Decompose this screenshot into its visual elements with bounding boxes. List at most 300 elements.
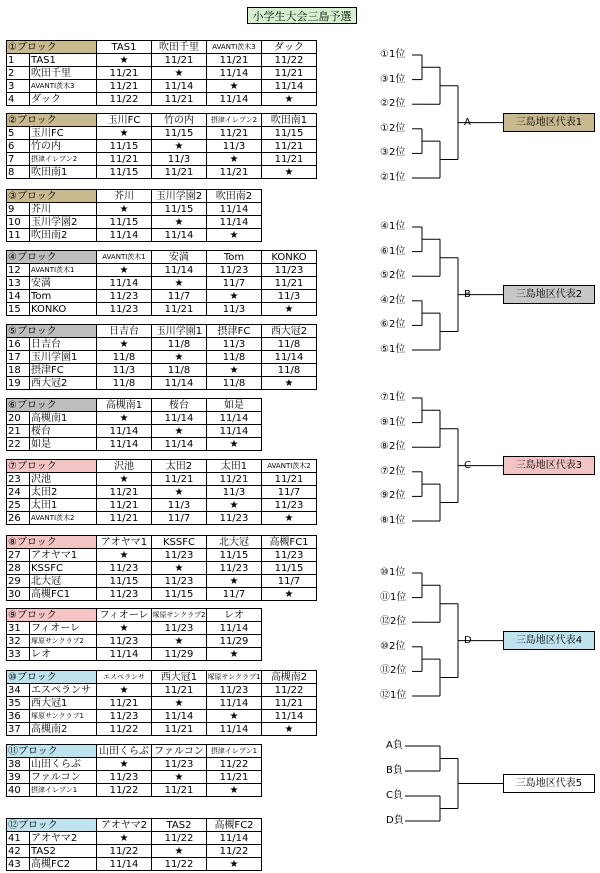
team-number: 40 [7,784,30,797]
seed-label: A負 [386,740,403,751]
column-header: 玉川FC [97,114,152,127]
star-mark: ★ [262,588,317,601]
match-date: 11/14 [207,622,262,635]
team-name: KONKO [30,303,97,316]
team-name: 高槻FC1 [30,588,97,601]
team-number: 43 [7,858,30,871]
star-mark: ★ [97,264,152,277]
match-date: 11/23 [207,684,262,697]
star-mark: ★ [152,697,207,710]
team-name: 山田くらぶ [30,758,97,771]
seed-label: ⑧2位 [380,441,406,453]
star-mark: ★ [207,858,262,871]
column-header: KONKO [262,251,317,264]
column-header: レオ [207,609,262,622]
team-name: 玉川学園2 [30,216,97,229]
column-header: KSSFC [152,536,207,549]
team-number: 10 [7,216,30,229]
match-date: 11/22 [152,858,207,871]
match-date: 11/14 [207,93,262,106]
seed-label: ⑪2位 [380,665,407,677]
team-name: TAS2 [30,845,97,858]
team-number: 25 [7,499,30,512]
match-date: 11/21 [97,499,152,512]
star-mark: ★ [207,648,262,661]
match-date: 11/23 [97,588,152,601]
star-mark: ★ [97,338,152,351]
column-header: 日吉台 [97,325,152,338]
match-date: 11/29 [152,648,207,661]
match-date: 11/23 [97,562,152,575]
match-date: 11/7 [152,512,207,525]
team-name: 玉川学園1 [30,351,97,364]
block-label: ⑫ブロック [7,819,97,832]
match-date: 11/21 [207,127,262,140]
match-date: 11/23 [207,562,262,575]
team-name: 玉川FC [30,127,97,140]
team-number: 32 [7,635,30,648]
team-number: 35 [7,697,30,710]
column-header: 太田2 [152,460,207,473]
column-header: 西大冠2 [262,325,317,338]
bracket-letter: B [464,288,471,300]
column-header: アオヤマ1 [97,536,152,549]
team-name: 西大冠1 [30,697,97,710]
star-mark: ★ [207,229,262,242]
match-date: 11/22 [97,845,152,858]
team-number: 18 [7,364,30,377]
team-name: アオヤマ1 [30,549,97,562]
match-date: 11/21 [97,486,152,499]
seed-label: ⑤1位 [380,344,406,355]
match-date: 11/23 [207,512,262,525]
star-mark: ★ [207,364,262,377]
match-date: 11/21 [207,473,262,486]
team-name: エスペランサ [30,684,97,697]
star-mark: ★ [207,80,262,93]
seed-label: ⑪1位 [380,591,407,603]
seed-label: ⑫2位 [380,616,407,628]
seed-label: ⑦2位 [380,465,406,477]
match-date: 11/14 [207,203,262,216]
match-date: 11/15 [97,140,152,153]
team-number: 2 [7,67,30,80]
column-header: 芥川 [97,190,152,203]
match-date: 11/8 [152,364,207,377]
star-mark: ★ [152,67,207,80]
star-mark: ★ [207,290,262,303]
team-number: 36 [7,710,30,723]
column-header: 高槻FC1 [262,536,317,549]
star-mark: ★ [262,166,317,179]
match-date: 11/15 [262,562,317,575]
match-date: 11/14 [262,351,317,364]
match-date: 11/3 [152,153,207,166]
match-date: 11/21 [262,277,317,290]
match-date: 11/14 [152,80,207,93]
team-number: 41 [7,832,30,845]
seed-label: ⑥1位 [380,245,406,257]
team-number: 24 [7,486,30,499]
block-label: ⑧ブロック [7,536,97,549]
team-name: アオヤマ2 [30,832,97,845]
match-date: 11/21 [207,771,262,784]
team-name: 高槻南1 [30,412,97,425]
team-name: 西大冠2 [30,377,97,390]
match-date: 11/3 [207,338,262,351]
match-date: 11/3 [152,499,207,512]
district-rep-box: 三島地区代表5 [503,774,595,793]
team-number: 5 [7,127,30,140]
match-date: 11/8 [207,351,262,364]
match-date: 11/21 [152,473,207,486]
seed-label: ①1位 [380,49,406,60]
team-number: 26 [7,512,30,525]
seed-label: ①2位 [380,122,406,134]
team-name: Tom [30,290,97,303]
star-mark: ★ [262,377,317,390]
match-date: 11/14 [207,216,262,229]
star-mark: ★ [97,684,152,697]
match-date: 11/8 [97,377,152,390]
star-mark: ★ [207,784,262,797]
match-date: 11/21 [262,140,317,153]
block-label: ②ブロック [7,114,97,127]
team-number: 31 [7,622,30,635]
match-date: 11/21 [97,153,152,166]
match-date: 11/21 [262,153,317,166]
match-date: 11/14 [262,80,317,93]
column-header: AVANTI茨木2 [262,460,317,473]
star-mark: ★ [152,771,207,784]
seed-label: ⑤2位 [380,270,406,282]
block-label: ⑪ブロック [7,745,97,758]
team-number: 1 [7,54,30,67]
team-number: 39 [7,771,30,784]
team-name: 安満 [30,277,97,290]
match-date: 11/22 [97,723,152,736]
bracket-letter: C [464,459,471,471]
match-date: 11/14 [262,710,317,723]
team-name: TAS1 [30,54,97,67]
match-date: 11/23 [262,499,317,512]
column-header: 高槻南2 [262,671,317,684]
star-mark: ★ [97,203,152,216]
star-mark: ★ [97,549,152,562]
match-date: 11/7 [152,290,207,303]
match-date: 11/14 [97,425,152,438]
block-label: ⑨ブロック [7,609,97,622]
star-mark: ★ [152,351,207,364]
block-label: ④ブロック [7,251,97,264]
star-mark: ★ [207,710,262,723]
star-mark: ★ [97,412,152,425]
team-number: 12 [7,264,30,277]
block-label: ⑥ブロック [7,399,97,412]
match-date: 11/23 [152,549,207,562]
star-mark: ★ [97,758,152,771]
match-date: 11/14 [207,412,262,425]
column-header: 山田くらぶ [97,745,152,758]
match-date: 11/22 [97,784,152,797]
match-date: 11/7 [262,486,317,499]
match-date: 11/21 [152,54,207,67]
match-date: 11/21 [152,303,207,316]
team-name: 摂津イレブン2 [30,153,97,166]
match-date: 11/14 [97,277,152,290]
team-number: 17 [7,351,30,364]
match-date: 11/14 [152,412,207,425]
team-number: 23 [7,473,30,486]
team-number: 37 [7,723,30,736]
column-header: AVANTI茨木1 [97,251,152,264]
team-number: 7 [7,153,30,166]
seed-label: ②1位 [380,172,406,183]
match-date: 11/15 [97,216,152,229]
block-label: ⑤ブロック [7,325,97,338]
team-number: 16 [7,338,30,351]
star-mark: ★ [97,622,152,635]
star-mark: ★ [152,216,207,229]
match-date: 11/21 [97,697,152,710]
seed-label: ⑦1位 [380,392,406,403]
match-date: 11/23 [262,264,317,277]
star-mark: ★ [97,473,152,486]
column-header: 摂津イレブン1 [207,745,262,758]
column-header: フィオーレ [97,609,152,622]
star-mark: ★ [152,140,207,153]
column-header: 玉川学園2 [152,190,207,203]
seed-label: D負 [386,815,404,826]
team-name: AVANTI茨木3 [30,80,97,93]
team-name: フィオーレ [30,622,97,635]
match-date: 11/3 [207,303,262,316]
team-name: AVANTI茨木1 [30,264,97,277]
match-date: 11/7 [207,588,262,601]
team-name: 太田1 [30,499,97,512]
column-header: TAS1 [97,41,152,54]
team-name: 沢池 [30,473,97,486]
star-mark: ★ [262,512,317,525]
bracket-letter: D [464,634,472,646]
match-date: 11/21 [207,166,262,179]
seed-label: ③2位 [380,147,406,159]
match-date: 11/23 [97,710,152,723]
team-name: ファルコン [30,771,97,784]
block-label: ⑦ブロック [7,460,97,473]
team-number: 6 [7,140,30,153]
star-mark: ★ [262,303,317,316]
team-name: 塚原サンクラブ1 [30,710,97,723]
team-name: 桜台 [30,425,97,438]
match-date: 11/23 [152,575,207,588]
column-header: 摂津FC [207,325,262,338]
star-mark: ★ [207,575,262,588]
team-name: レオ [30,648,97,661]
column-header: 塚原サンクラブ1 [207,671,262,684]
team-name: 吹田千里 [30,67,97,80]
match-date: 11/14 [207,697,262,710]
team-name: 塚原サンクラブ2 [30,635,97,648]
column-header: 吹田千里 [152,41,207,54]
match-date: 11/8 [262,364,317,377]
column-header: 塚原サンクラブ2 [152,609,207,622]
column-header: 高槻南1 [97,399,152,412]
match-date: 11/14 [97,648,152,661]
team-name: 芥川 [30,203,97,216]
match-date: 11/14 [152,229,207,242]
team-name: 摂津FC [30,364,97,377]
star-mark: ★ [152,635,207,648]
match-date: 11/7 [207,277,262,290]
match-date: 11/15 [262,127,317,140]
district-rep-box: 三島地区代表2 [503,285,595,304]
match-date: 11/21 [97,80,152,93]
district-rep-box: 三島地区代表3 [503,456,595,475]
column-header: 如是 [207,399,262,412]
column-header: 桜台 [152,399,207,412]
column-header: TAS2 [152,819,207,832]
column-header: 太田1 [207,460,262,473]
match-date: 11/14 [97,438,152,451]
star-mark: ★ [152,845,207,858]
column-header: 玉川学園1 [152,325,207,338]
column-header: 高槻FC2 [207,819,262,832]
team-number: 8 [7,166,30,179]
star-mark: ★ [97,127,152,140]
column-header: エスペランサ [97,671,152,684]
star-mark: ★ [97,832,152,845]
block-label: ③ブロック [7,190,97,203]
team-number: 34 [7,684,30,697]
team-number: 19 [7,377,30,390]
page-title: 小学生大会三島予選 [247,7,357,24]
match-date: 11/8 [97,351,152,364]
match-date: 11/8 [207,377,262,390]
district-rep-box: 三島地区代表1 [503,113,595,132]
column-header: ダック [262,41,317,54]
match-date: 11/21 [262,473,317,486]
match-date: 11/14 [152,264,207,277]
match-date: 11/23 [152,622,207,635]
match-date: 11/23 [152,758,207,771]
match-date: 11/14 [207,67,262,80]
match-date: 11/21 [97,512,152,525]
team-name: AVANTI茨木2 [30,512,97,525]
match-date: 11/15 [97,575,152,588]
star-mark: ★ [152,486,207,499]
team-name: 摂津イレブン1 [30,784,97,797]
match-date: 11/3 [262,290,317,303]
match-date: 11/23 [97,771,152,784]
seed-label: ⑫1位 [380,690,407,701]
match-date: 11/7 [262,575,317,588]
seed-label: ⑩2位 [380,640,406,652]
team-number: 29 [7,575,30,588]
team-name: KSSFC [30,562,97,575]
match-date: 11/21 [152,723,207,736]
block-label: ①ブロック [7,41,97,54]
match-date: 11/23 [97,290,152,303]
team-name: 吹田南1 [30,166,97,179]
team-number: 42 [7,845,30,858]
star-mark: ★ [262,93,317,106]
team-name: 吹田南2 [30,229,97,242]
match-date: 11/14 [97,229,152,242]
team-name: 竹の内 [30,140,97,153]
seed-label: B負 [386,765,403,776]
match-date: 11/21 [97,67,152,80]
star-mark: ★ [152,277,207,290]
star-mark: ★ [97,54,152,67]
star-mark: ★ [207,153,262,166]
match-date: 11/14 [152,710,207,723]
district-rep-box: 三島地区代表4 [503,631,595,650]
match-date: 11/14 [152,438,207,451]
column-header: アオヤマ2 [97,819,152,832]
match-date: 11/23 [97,303,152,316]
match-date: 11/21 [262,67,317,80]
match-date: 11/8 [262,338,317,351]
match-date: 11/14 [97,858,152,871]
match-date: 11/22 [262,684,317,697]
team-number: 21 [7,425,30,438]
team-name: 高槻南2 [30,723,97,736]
team-number: 33 [7,648,30,661]
match-date: 11/14 [207,832,262,845]
column-header: Tom [207,251,262,264]
seed-label: ④1位 [380,221,406,232]
block-label: ⑩ブロック [7,671,97,684]
match-date: 11/22 [152,832,207,845]
team-number: 20 [7,412,30,425]
seed-label: ④2位 [380,294,406,306]
match-date: 11/23 [97,635,152,648]
column-header: AVANTI茨木3 [207,41,262,54]
match-date: 11/14 [207,723,262,736]
team-number: 9 [7,203,30,216]
seed-label: ②2位 [380,98,406,110]
team-number: 11 [7,229,30,242]
match-date: 11/15 [152,203,207,216]
match-date: 11/21 [152,93,207,106]
match-date: 11/3 [97,364,152,377]
match-date: 11/15 [152,588,207,601]
match-date: 11/14 [207,425,262,438]
match-date: 11/15 [152,127,207,140]
seed-label: C負 [386,790,403,801]
team-number: 22 [7,438,30,451]
match-date: 11/22 [207,758,262,771]
column-header: ファルコン [152,745,207,758]
team-number: 38 [7,758,30,771]
team-number: 30 [7,588,30,601]
seed-label: ⑩1位 [380,567,406,578]
star-mark: ★ [152,425,207,438]
team-number: 3 [7,80,30,93]
match-date: 11/3 [207,486,262,499]
team-number: 4 [7,93,30,106]
seed-label: ⑥2位 [380,319,406,331]
seed-label: ⑧1位 [380,515,406,526]
column-header: 西大冠1 [152,671,207,684]
star-mark: ★ [262,723,317,736]
column-header: 北大冠 [207,536,262,549]
team-number: 14 [7,290,30,303]
column-header: 摂津イレブン2 [207,114,262,127]
match-date: 11/8 [152,338,207,351]
star-mark: ★ [207,438,262,451]
